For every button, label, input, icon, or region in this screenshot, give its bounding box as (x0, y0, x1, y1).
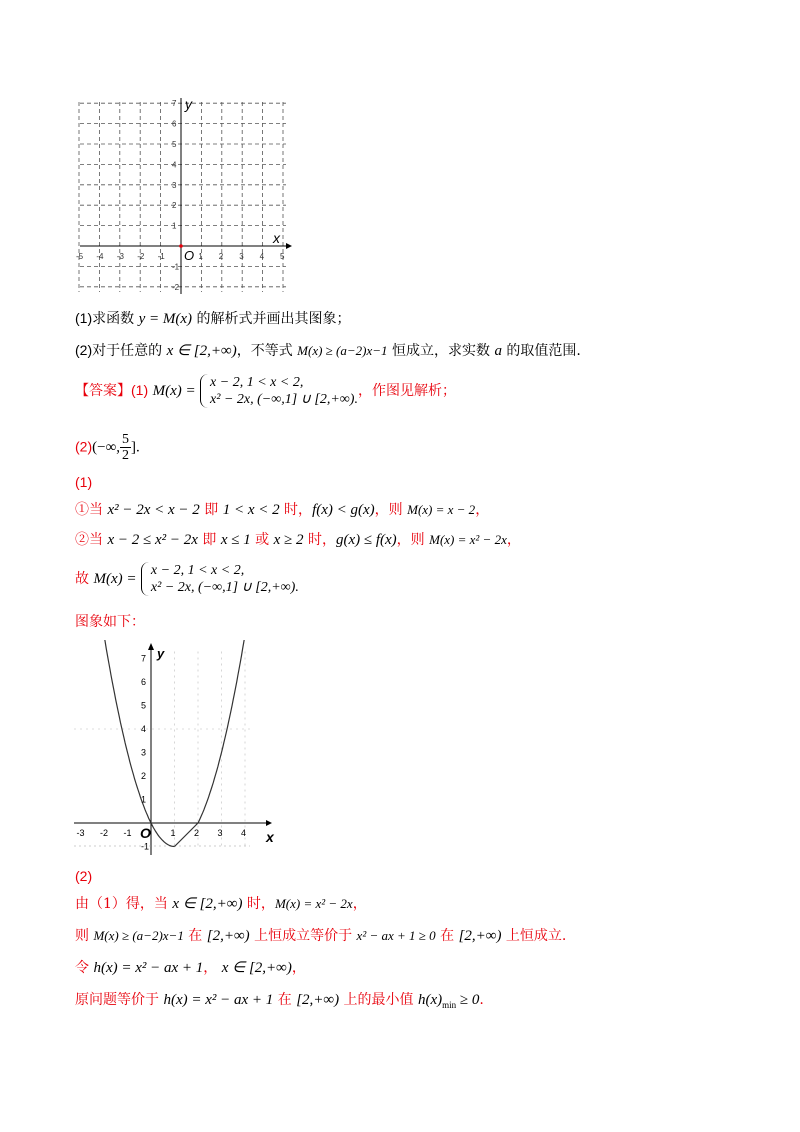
q2-var: a (494, 343, 502, 359)
graph-x-axis-label: x (266, 829, 274, 845)
solution-1-label: (1) (75, 474, 93, 490)
s2l4-text-d: . (479, 992, 484, 1008)
solution-2-label: (2) (75, 868, 93, 884)
graph-origin-label: O (140, 825, 151, 841)
answer-case-2: x² − 2x, (−∞,1] ∪ [2,+∞). (210, 392, 358, 407)
grid-origin-dot (179, 244, 183, 248)
q2-text-a: 对于任意的 (92, 343, 167, 359)
answer-part2-label: (2) (75, 438, 93, 455)
s2l4-math-1: h(x) = x² − ax + 1 (163, 992, 274, 1008)
grid-x-axis-label: x (273, 230, 280, 246)
answer-piecewise (200, 374, 358, 408)
s2l4-text-b: 在 (273, 992, 297, 1008)
graph-y-tick-label: 1 (141, 794, 147, 805)
solution-1-conclusion (75, 562, 299, 596)
question-1 (75, 308, 350, 329)
s1c2-math-5: M(x) = x² − 2x (429, 532, 507, 547)
grid-y-tick-label: 4 (172, 160, 177, 170)
graph-y-tick-label: 5 (141, 700, 147, 711)
s2l3-text-a: 令 (75, 960, 94, 976)
graph-x-tick-label: -2 (100, 828, 109, 838)
grid-x-tick-label: -2 (137, 252, 145, 261)
answer-lhs: M(x) = (152, 383, 196, 399)
solution-2-line-1 (75, 894, 367, 914)
grid-x-tick-label: -1 (157, 252, 165, 261)
s2l2-math-3: x² − ax + 1 ≥ 0 (356, 928, 436, 943)
s2l1-text-a: 由（1）得，当 (75, 896, 173, 912)
s1c2-text-f: ， (506, 532, 521, 548)
graph-x-tick-label: -3 (76, 828, 85, 838)
graph-y-axis-label: y (157, 646, 165, 661)
s1c1-text-a: ①当 (75, 502, 108, 518)
graph-x-tick-label: 1 (170, 828, 176, 838)
s1c2-text-b: 即 (197, 532, 221, 548)
q2-text-c: 恒成立，求实数 (387, 343, 495, 359)
s1-lhs: M(x) = (93, 571, 137, 587)
graph-intro: 图象如下： (75, 614, 145, 630)
answer-part2-post: ]. (131, 439, 140, 456)
grid-origin-label: O (184, 248, 195, 263)
s2l1-text-c: ， (352, 896, 367, 912)
q1-text-b: 的解析式并画出其图象； (192, 311, 351, 327)
s2l2-text-a: 则 (75, 928, 94, 944)
s2l3-math-2: x ∈ [2,+∞) (221, 960, 292, 976)
grid-y-axis-label: y (185, 96, 192, 112)
s1c2-math-1: x − 2 ≤ x² − 2x (107, 532, 198, 548)
s1c1-text-c: 时， (279, 502, 313, 518)
s2l2-text-c: 上恒成立等价于 (249, 928, 357, 944)
answer-fraction (120, 432, 131, 463)
grid-x-tick-label: -3 (116, 252, 124, 261)
answer-fraction-den: 2 (122, 448, 130, 463)
grid-y-tick-label: 2 (172, 201, 177, 211)
grid-x-arrow (286, 243, 292, 249)
grid-y-tick-label: 3 (172, 180, 177, 190)
s2l3-text-c: ， (291, 960, 306, 976)
s2l2-math-1: M(x) ≥ (a−2)x−1 (93, 928, 184, 943)
q1-label: (1) (75, 310, 93, 326)
grid-x-tick-label: 1 (198, 252, 203, 261)
q2-ineq: M(x) ≥ (a−2)x−1 (297, 343, 388, 358)
s2l4-math-3: h(x) (418, 992, 443, 1008)
answer-tail: ，作图见解析； (357, 383, 456, 399)
question-2 (75, 340, 581, 361)
grid-y-tick-label: -2 (172, 282, 180, 292)
s1c2-text-e: ，则 (396, 532, 430, 548)
grid-y-tick-label: 6 (172, 119, 177, 129)
graph-y-tick-label: 2 (141, 771, 147, 781)
s2l2-text-d: 在 (435, 928, 459, 944)
grid-y-tick-label: 5 (172, 140, 177, 149)
s1-case-2: x² − 2x, (−∞,1] ∪ [2,+∞). (150, 580, 299, 595)
graph-curve-parabola (96, 640, 246, 847)
solution-1-case-1 (75, 500, 489, 520)
s1c1-text-d: ，则 (374, 502, 408, 518)
s2l4-sub: min (442, 999, 457, 1010)
s1c2-math-4: g(x) ≤ f(x) (335, 532, 397, 548)
answer-part-1 (75, 374, 456, 408)
s1c2-math-2: x ≤ 1 (220, 532, 251, 548)
s2l1-math-2: M(x) = x² − 2x (274, 896, 353, 911)
s2l1-math-1: x ∈ [2,+∞) (172, 896, 243, 912)
grid-x-tick-label: 5 (280, 252, 285, 261)
answer-tag: 【答案】 (75, 383, 131, 399)
q2-text-b: ，不等式 (236, 343, 298, 359)
solution-2-line-4 (75, 990, 484, 1015)
grid-x-tick-label: 4 (259, 252, 265, 261)
s1c2-text-a: ②当 (75, 532, 108, 548)
graph-x-tick-label: 4 (241, 828, 247, 838)
solution-2-line-2 (75, 926, 566, 946)
grid-x-tick-label: -5 (76, 252, 84, 261)
blank-grid-figure (74, 94, 294, 298)
graph-y-tick-label: 6 (141, 677, 147, 687)
graph-x-arrow (266, 820, 272, 826)
s2l2-text-b: 在 (183, 928, 207, 944)
grid-x-tick-label: 2 (218, 252, 224, 261)
graph-x-tick-label: 2 (194, 828, 200, 838)
q2-text-d: 的取值范围. (501, 343, 581, 359)
s2l4-text-a: 原问题等价于 (75, 992, 164, 1008)
graph-y-tick-label: 7 (141, 653, 147, 664)
answer-fraction-num: 5 (122, 432, 130, 447)
q2-label: (2) (75, 342, 93, 358)
s1c2-text-d: 时， (303, 532, 336, 548)
s2l4-math-4: ≥ 0 (456, 992, 480, 1008)
answer-part2-pre: (−∞, (92, 439, 121, 456)
s1c1-math-4: M(x) = x − 2 (407, 502, 476, 517)
s1c1-text-e: ， (475, 502, 490, 518)
s2l2-text-e: 上恒成立. (501, 928, 567, 944)
grid-y-tick-label: 1 (172, 221, 177, 231)
graph-y-tick-label: -1 (141, 841, 150, 852)
s1c1-math-1: x² − 2x < x − 2 (107, 502, 200, 518)
s2l4-math-2: [2,+∞) (296, 992, 340, 1008)
s1c1-math-2: 1 < x < 2 (222, 502, 280, 518)
s2l3-text-b: ， (203, 960, 222, 976)
graph-y-tick-label: 3 (141, 747, 147, 758)
graph-y-tick-label: 4 (141, 724, 147, 734)
s2l4-text-c: 上的最小值 (339, 992, 418, 1008)
s1-so: 故 (75, 571, 94, 587)
q2-cond: x ∈ [2,+∞) (166, 343, 237, 359)
s2l2-math-4: [2,+∞) (458, 928, 502, 944)
q1-expr: y = M(x) (138, 311, 193, 327)
s2l3-math-1: h(x) = x² − ax + 1 (93, 960, 204, 976)
s2l1-text-b: 时， (242, 896, 275, 912)
graph-y-arrow (148, 643, 154, 650)
grid-y-tick-label: -1 (172, 262, 180, 272)
s1c2-text-c: 或 (250, 532, 274, 548)
function-graph (70, 640, 280, 860)
s1-case-1: x − 2, 1 < x < 2, (150, 563, 245, 578)
s1c2-math-3: x ≥ 2 (273, 532, 304, 548)
q1-text: 求函数 (92, 311, 139, 327)
solution-1-case-2 (75, 530, 521, 550)
answer-case-1: x − 2, 1 < x < 2, (210, 375, 304, 390)
grid-x-tick-label: -4 (96, 252, 104, 261)
s1c1-text-b: 即 (199, 502, 223, 518)
graph-x-tick-label: -1 (123, 828, 132, 838)
solution-2-line-3 (75, 958, 306, 978)
s2l2-math-2: [2,+∞) (206, 928, 250, 944)
s1c1-math-3: f(x) < g(x) (312, 502, 375, 518)
answer-part1-label: (1) (131, 382, 149, 398)
grid-y-tick-label: 7 (172, 99, 177, 109)
answer-part-2 (75, 432, 140, 463)
s1-piecewise (141, 562, 299, 596)
grid-x-tick-label: 3 (239, 252, 244, 261)
graph-x-tick-label: 3 (217, 828, 223, 838)
